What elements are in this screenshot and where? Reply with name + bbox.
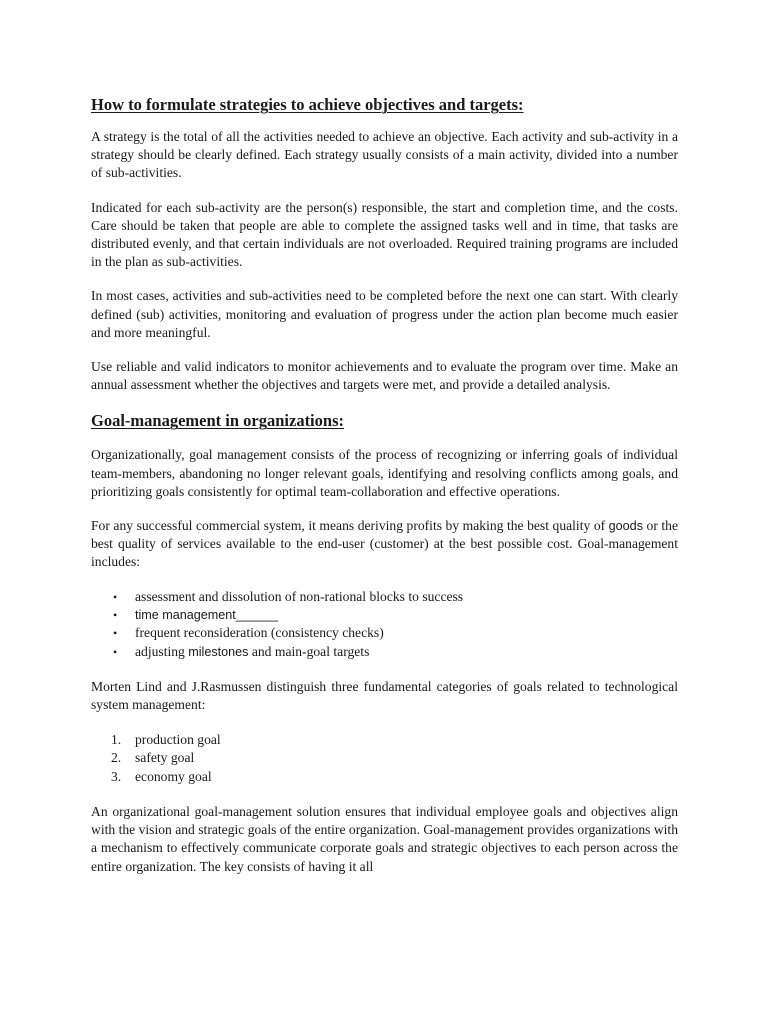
list-item (91, 588, 678, 606)
list-item-text: adjusting (135, 643, 189, 659)
list-number: 3. (111, 768, 122, 784)
list-item (91, 606, 678, 624)
bullet-list (91, 588, 678, 662)
milestones-word: milestones (188, 644, 249, 659)
paragraph-text: For any successful commercial system, it means deriving profits by making the best quality of (91, 518, 609, 534)
paragraph: An organizational goal-management solution ensures that individual employee goals and objectives align with the vision and strategic goals of the entire organization. Goal-management provides organizations with a mechanism to effectively communicate corporate goals and strategic objectives to each person across the entire organization. The key consists of having it all (91, 803, 678, 874)
list-item-text: time management______ (135, 608, 278, 623)
paragraph: In most cases, activities and sub-activities need to be completed before the next one can start. With clearly defined (sub) activities, monitoring and evaluation of progress under the action plan become much easier and more meaningful. (91, 288, 678, 340)
list-item-text: economy goal (135, 768, 212, 784)
list-item-text: safety goal (135, 750, 195, 766)
paragraph: Use reliable and valid indicators to monitor achievements and to evaluate the program over time. Make an annual assessment whether the objectives and targets were met, and provide a detailed analysis. (91, 359, 678, 393)
list-item-text: production goal (135, 731, 221, 747)
list-item (91, 643, 678, 661)
paragraph: Organizationally, goal management consists of the process of recognizing or inferring goals of individual team-members, abandoning no longer relevant goals, identifying and resolving conflicts among goals, and prioritizing goals consistently for optimal team-collaboration and effective operations. (91, 447, 678, 499)
paragraph: Morten Lind and J.Rasmussen distinguish three fundamental categories of goals related to technological system management: (91, 679, 678, 713)
list-number: 2. (111, 750, 122, 766)
document-body (91, 94, 678, 876)
list-item-text: assessment and dissolution of non-rational blocks to success (135, 588, 464, 604)
list-item-text: frequent reconsideration (consistency checks) (135, 625, 384, 641)
paragraph: A strategy is the total of all the activities needed to achieve an objective. Each activity and sub-activity in a strategy should be clearly defined. Each strategy usually consists of a main activity, divided into a number of sub-activities. (91, 129, 678, 181)
list-item (91, 768, 678, 786)
goods-word: goods (608, 519, 643, 534)
section-heading-goal-management: Goal-management in organizations: (91, 411, 344, 431)
numbered-list (91, 731, 678, 786)
list-item-text: and main-goal targets (248, 643, 370, 659)
list-item (91, 731, 678, 749)
section-heading-strategies: How to formulate strategies to achieve objectives and targets: (91, 95, 524, 114)
list-item (91, 624, 678, 642)
list-item (91, 749, 678, 767)
list-number: 1. (111, 731, 122, 747)
paragraph: Indicated for each sub-activity are the person(s) responsible, the start and completion time, and the costs. Care should be taken that people are able to complete the assigned tasks well and in time, that tasks are distributed evenly, and that certain individuals are not overloaded. Required training programs are included in the plan as sub-activities. (91, 199, 678, 270)
paragraph (91, 517, 678, 572)
paragraph-text: or the best quality of services available to the end-user (customer) at the best possible cost. Goal-management includes: (91, 518, 678, 570)
